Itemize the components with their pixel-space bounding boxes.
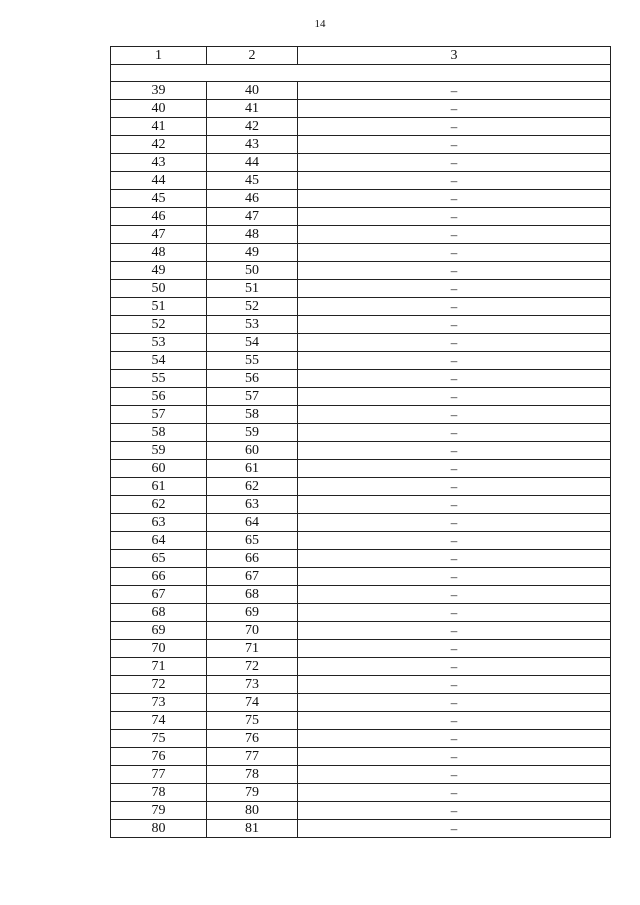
table-cell-col-3: – — [298, 748, 611, 766]
table-cell-col-3: – — [298, 316, 611, 334]
table-cell-col-3: – — [298, 460, 611, 478]
table-row — [111, 820, 611, 838]
table-cell-col-3: – — [298, 766, 611, 784]
table-cell-col-3: – — [298, 622, 611, 640]
table-row — [111, 496, 611, 514]
table-cell-col-1: 42 — [111, 136, 207, 154]
table-row — [111, 298, 611, 316]
table-row — [111, 100, 611, 118]
table-cell-col-1: 69 — [111, 622, 207, 640]
table-row — [111, 190, 611, 208]
table-cell-col-1: 59 — [111, 442, 207, 460]
table-cell-col-1: 45 — [111, 190, 207, 208]
table-cell-col-1: 77 — [111, 766, 207, 784]
table-cell-col-2: 63 — [207, 496, 298, 514]
table-cell-col-2: 75 — [207, 712, 298, 730]
table-row — [111, 388, 611, 406]
table-cell-col-3: – — [298, 280, 611, 298]
table-cell-col-3: – — [298, 640, 611, 658]
table-cell-col-2: 43 — [207, 136, 298, 154]
table-cell-col-1: 67 — [111, 586, 207, 604]
table-cell-col-2: 42 — [207, 118, 298, 136]
table-cell-col-3: – — [298, 694, 611, 712]
table-cell-col-2: 46 — [207, 190, 298, 208]
table-cell-col-1: 54 — [111, 352, 207, 370]
table-cell-col-3: – — [298, 298, 611, 316]
table-cell-col-2: 64 — [207, 514, 298, 532]
table-cell-col-2: 40 — [207, 82, 298, 100]
table-cell-col-2: 41 — [207, 100, 298, 118]
table-cell-col-3: – — [298, 388, 611, 406]
table-cell-col-1: 48 — [111, 244, 207, 262]
table-cell-col-3: – — [298, 262, 611, 280]
table-cell-col-1: 41 — [111, 118, 207, 136]
table-cell-col-3: – — [298, 190, 611, 208]
table-cell-col-1: 79 — [111, 802, 207, 820]
table-row — [111, 730, 611, 748]
table-cell-col-1: 65 — [111, 550, 207, 568]
table-row — [111, 424, 611, 442]
table-row — [111, 136, 611, 154]
table-cell-col-2: 74 — [207, 694, 298, 712]
table-cell-col-1: 72 — [111, 676, 207, 694]
table-cell-col-2: 55 — [207, 352, 298, 370]
table-cell-col-3: – — [298, 100, 611, 118]
table-row — [111, 622, 611, 640]
table-cell-col-2: 47 — [207, 208, 298, 226]
header-cell-1: 1 — [111, 47, 207, 65]
table-cell-col-2: 81 — [207, 820, 298, 838]
table-cell-col-3: – — [298, 820, 611, 838]
table-row — [111, 550, 611, 568]
table-row — [111, 352, 611, 370]
table-row — [111, 766, 611, 784]
table-row — [111, 478, 611, 496]
table-cell-col-2: 45 — [207, 172, 298, 190]
table-cell-col-1: 70 — [111, 640, 207, 658]
table-cell-col-1: 39 — [111, 82, 207, 100]
table-cell-col-3: – — [298, 118, 611, 136]
table-cell-col-2: 54 — [207, 334, 298, 352]
table-body — [111, 65, 611, 838]
table-cell-col-2: 48 — [207, 226, 298, 244]
table-cell-col-2: 44 — [207, 154, 298, 172]
table-cell-col-1: 74 — [111, 712, 207, 730]
table-row — [111, 406, 611, 424]
table-cell-col-3: – — [298, 532, 611, 550]
table-cell-col-2: 70 — [207, 622, 298, 640]
table-cell-col-1: 68 — [111, 604, 207, 622]
table-cell-col-2: 71 — [207, 640, 298, 658]
table-cell-col-3: – — [298, 82, 611, 100]
table-cell-col-1: 60 — [111, 460, 207, 478]
table-cell-col-1: 51 — [111, 298, 207, 316]
table-row — [111, 712, 611, 730]
table-row — [111, 640, 611, 658]
table-row — [111, 514, 611, 532]
table-cell-col-1: 71 — [111, 658, 207, 676]
table-cell-col-1: 63 — [111, 514, 207, 532]
table-cell-col-1: 76 — [111, 748, 207, 766]
table-cell-col-1: 46 — [111, 208, 207, 226]
header-cell-2: 2 — [207, 47, 298, 65]
table-cell-col-3: – — [298, 712, 611, 730]
table-row — [111, 568, 611, 586]
table-cell-col-2: 69 — [207, 604, 298, 622]
table-cell-col-2: 77 — [207, 748, 298, 766]
table-cell-col-2: 61 — [207, 460, 298, 478]
spacer-row — [111, 65, 611, 82]
table-header — [111, 47, 611, 65]
header-row — [111, 47, 611, 65]
table-row — [111, 172, 611, 190]
table-cell-col-2: 58 — [207, 406, 298, 424]
table-cell-col-2: 50 — [207, 262, 298, 280]
table-cell-col-1: 61 — [111, 478, 207, 496]
table-cell-col-1: 62 — [111, 496, 207, 514]
table-cell-col-1: 57 — [111, 406, 207, 424]
table-cell-col-1: 80 — [111, 820, 207, 838]
table-cell-col-3: – — [298, 208, 611, 226]
table-row — [111, 208, 611, 226]
table-cell-col-3: – — [298, 586, 611, 604]
table-cell-col-3: – — [298, 514, 611, 532]
table-row — [111, 748, 611, 766]
table-cell-col-2: 72 — [207, 658, 298, 676]
table-row — [111, 586, 611, 604]
table-cell-col-2: 57 — [207, 388, 298, 406]
table-row — [111, 370, 611, 388]
table-row — [111, 280, 611, 298]
table-cell-col-1: 40 — [111, 100, 207, 118]
header-cell-3: 3 — [298, 47, 611, 65]
table-cell-col-3: – — [298, 424, 611, 442]
table-cell-col-3: – — [298, 244, 611, 262]
table-cell-col-2: 76 — [207, 730, 298, 748]
table-cell-col-1: 50 — [111, 280, 207, 298]
table-row — [111, 334, 611, 352]
table-cell-col-1: 56 — [111, 388, 207, 406]
table-cell-col-3: – — [298, 442, 611, 460]
table-cell-col-1: 53 — [111, 334, 207, 352]
table-row — [111, 316, 611, 334]
table-row — [111, 244, 611, 262]
table-row — [111, 532, 611, 550]
table-cell-col-1: 73 — [111, 694, 207, 712]
table-cell-col-2: 80 — [207, 802, 298, 820]
table-row — [111, 118, 611, 136]
table-cell-col-3: – — [298, 406, 611, 424]
table-row — [111, 784, 611, 802]
table-cell-col-3: – — [298, 172, 611, 190]
table-cell-col-3: – — [298, 370, 611, 388]
table-cell-col-3: – — [298, 730, 611, 748]
data-table — [110, 46, 611, 838]
table-cell-col-2: 62 — [207, 478, 298, 496]
table-cell-col-3: – — [298, 604, 611, 622]
table-cell-col-1: 47 — [111, 226, 207, 244]
table-cell-col-3: – — [298, 784, 611, 802]
page-number: 14 — [314, 18, 326, 30]
table-cell-col-3: – — [298, 154, 611, 172]
table-cell-col-3: – — [298, 478, 611, 496]
table-cell-col-2: 51 — [207, 280, 298, 298]
table-cell-col-3: – — [298, 658, 611, 676]
table-cell-col-2: 49 — [207, 244, 298, 262]
table-cell-col-1: 52 — [111, 316, 207, 334]
table-row — [111, 442, 611, 460]
table-row — [111, 82, 611, 100]
table-cell-col-1: 49 — [111, 262, 207, 280]
table-row — [111, 262, 611, 280]
table-cell-col-3: – — [298, 352, 611, 370]
table-cell-col-1: 44 — [111, 172, 207, 190]
table-cell-col-1: 66 — [111, 568, 207, 586]
table-cell-col-2: 78 — [207, 766, 298, 784]
table-cell-col-2: 65 — [207, 532, 298, 550]
table-cell-col-2: 59 — [207, 424, 298, 442]
table-cell-col-1: 78 — [111, 784, 207, 802]
table-cell-col-1: 58 — [111, 424, 207, 442]
table-cell-col-3: – — [298, 568, 611, 586]
spacer-cell — [111, 65, 611, 82]
table-cell-col-3: – — [298, 802, 611, 820]
table-cell-col-1: 55 — [111, 370, 207, 388]
table-cell-col-2: 60 — [207, 442, 298, 460]
table-cell-col-2: 52 — [207, 298, 298, 316]
table-row — [111, 694, 611, 712]
table-row — [111, 802, 611, 820]
table-cell-col-2: 73 — [207, 676, 298, 694]
table-cell-col-3: – — [298, 136, 611, 154]
table-row — [111, 154, 611, 172]
table-cell-col-2: 67 — [207, 568, 298, 586]
table-row — [111, 226, 611, 244]
table-row — [111, 604, 611, 622]
table-cell-col-3: – — [298, 676, 611, 694]
table-cell-col-1: 75 — [111, 730, 207, 748]
table-cell-col-2: 79 — [207, 784, 298, 802]
table-cell-col-3: – — [298, 334, 611, 352]
table-cell-col-1: 64 — [111, 532, 207, 550]
table-cell-col-2: 66 — [207, 550, 298, 568]
table-cell-col-2: 56 — [207, 370, 298, 388]
table-cell-col-1: 43 — [111, 154, 207, 172]
table-cell-col-3: – — [298, 496, 611, 514]
table-cell-col-3: – — [298, 550, 611, 568]
table-row — [111, 658, 611, 676]
table-row — [111, 676, 611, 694]
table-cell-col-3: – — [298, 226, 611, 244]
table-cell-col-2: 53 — [207, 316, 298, 334]
table-cell-col-2: 68 — [207, 586, 298, 604]
table-row — [111, 460, 611, 478]
